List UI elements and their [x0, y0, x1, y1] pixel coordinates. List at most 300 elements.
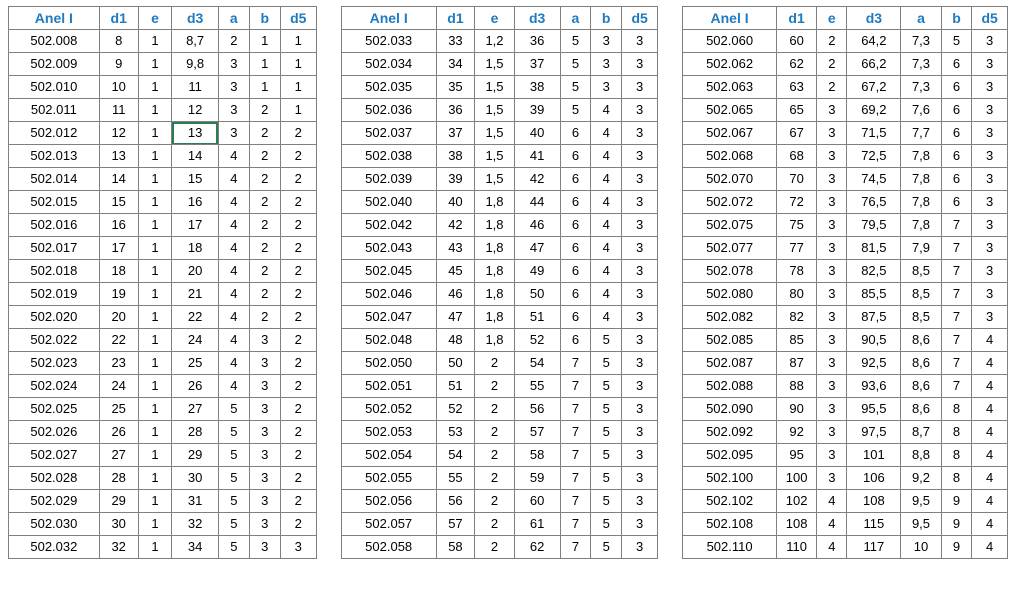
cell-d1[interactable]: 27 — [99, 444, 138, 467]
table-row[interactable] — [9, 214, 317, 237]
cell-d1[interactable]: 45 — [436, 260, 475, 283]
cell-e[interactable]: 3 — [817, 122, 847, 145]
cell-d3[interactable]: 55 — [514, 375, 560, 398]
cell-e[interactable]: 1,8 — [475, 214, 514, 237]
cell-anel[interactable]: 502.056 — [341, 490, 436, 513]
cell-anel[interactable]: 502.022 — [9, 329, 100, 352]
cell-a[interactable]: 7 — [560, 490, 591, 513]
cell-anel[interactable]: 502.025 — [9, 398, 100, 421]
cell-b[interactable]: 8 — [941, 467, 972, 490]
cell-d1[interactable]: 24 — [99, 375, 138, 398]
cell-a[interactable]: 4 — [218, 145, 249, 168]
cell-d3[interactable]: 16 — [172, 191, 219, 214]
cell-d1[interactable]: 35 — [436, 76, 475, 99]
cell-anel[interactable]: 502.027 — [9, 444, 100, 467]
cell-e[interactable]: 2 — [817, 53, 847, 76]
table-row[interactable] — [9, 306, 317, 329]
table-row[interactable] — [9, 99, 317, 122]
table-row[interactable] — [9, 375, 317, 398]
column-header-e[interactable]: e — [475, 7, 514, 30]
table-row[interactable] — [683, 421, 1008, 444]
cell-a[interactable]: 7 — [560, 421, 591, 444]
cell-e[interactable]: 1 — [138, 237, 172, 260]
cell-anel[interactable]: 502.051 — [341, 375, 436, 398]
cell-b[interactable]: 4 — [591, 122, 622, 145]
cell-anel[interactable]: 502.058 — [341, 536, 436, 559]
cell-d3[interactable]: 34 — [172, 536, 219, 559]
cell-d3[interactable]: 62 — [514, 536, 560, 559]
cell-d3[interactable]: 47 — [514, 237, 560, 260]
cell-b[interactable]: 4 — [591, 260, 622, 283]
cell-b[interactable]: 7 — [941, 283, 972, 306]
cell-d1[interactable]: 38 — [436, 145, 475, 168]
cell-b[interactable]: 3 — [249, 352, 280, 375]
cell-b[interactable]: 3 — [249, 536, 280, 559]
cell-b[interactable]: 5 — [591, 375, 622, 398]
cell-a[interactable]: 6 — [560, 260, 591, 283]
table-row[interactable] — [341, 490, 657, 513]
cell-d1[interactable]: 33 — [436, 30, 475, 53]
cell-d1[interactable]: 68 — [777, 145, 817, 168]
cell-e[interactable]: 1 — [138, 352, 172, 375]
cell-d3[interactable]: 36 — [514, 30, 560, 53]
cell-d1[interactable]: 16 — [99, 214, 138, 237]
cell-b[interactable]: 2 — [249, 260, 280, 283]
cell-anel[interactable]: 502.039 — [341, 168, 436, 191]
cell-d1[interactable]: 92 — [777, 421, 817, 444]
cell-a[interactable]: 7 — [560, 513, 591, 536]
cell-d3[interactable]: 58 — [514, 444, 560, 467]
cell-d5[interactable]: 3 — [972, 191, 1008, 214]
column-header-d5[interactable]: d5 — [622, 7, 658, 30]
cell-b[interactable]: 3 — [591, 53, 622, 76]
cell-a[interactable]: 7 — [560, 398, 591, 421]
cell-d5[interactable]: 3 — [622, 76, 658, 99]
cell-d3[interactable]: 67,2 — [847, 76, 901, 99]
cell-anel[interactable]: 502.017 — [9, 237, 100, 260]
cell-b[interactable]: 1 — [249, 76, 280, 99]
cell-anel[interactable]: 502.011 — [9, 99, 100, 122]
table-row[interactable] — [341, 536, 657, 559]
cell-anel[interactable]: 502.078 — [683, 260, 777, 283]
cell-d3[interactable]: 40 — [514, 122, 560, 145]
cell-d1[interactable]: 58 — [436, 536, 475, 559]
cell-a[interactable]: 7 — [560, 467, 591, 490]
cell-d5[interactable]: 3 — [622, 191, 658, 214]
cell-d3[interactable]: 29 — [172, 444, 219, 467]
cell-d3[interactable]: 51 — [514, 306, 560, 329]
cell-e[interactable]: 1 — [138, 444, 172, 467]
cell-anel[interactable]: 502.110 — [683, 536, 777, 559]
cell-e[interactable]: 3 — [817, 168, 847, 191]
cell-e[interactable]: 1 — [138, 490, 172, 513]
cell-d3[interactable]: 37 — [514, 53, 560, 76]
table-row[interactable] — [9, 260, 317, 283]
cell-d3[interactable]: 66,2 — [847, 53, 901, 76]
cell-anel[interactable]: 502.088 — [683, 375, 777, 398]
cell-d1[interactable]: 63 — [777, 76, 817, 99]
cell-e[interactable]: 1 — [138, 122, 172, 145]
cell-d1[interactable]: 80 — [777, 283, 817, 306]
table-row[interactable] — [9, 352, 317, 375]
cell-b[interactable]: 3 — [591, 76, 622, 99]
cell-d3[interactable]: 71,5 — [847, 122, 901, 145]
cell-anel[interactable]: 502.032 — [9, 536, 100, 559]
table-row[interactable] — [341, 444, 657, 467]
cell-anel[interactable]: 502.080 — [683, 283, 777, 306]
cell-e[interactable]: 1 — [138, 99, 172, 122]
cell-a[interactable]: 7 — [560, 352, 591, 375]
cell-d5[interactable]: 4 — [972, 398, 1008, 421]
table-row[interactable] — [341, 53, 657, 76]
cell-d5[interactable]: 1 — [280, 53, 316, 76]
cell-d1[interactable]: 46 — [436, 283, 475, 306]
table-row[interactable] — [9, 191, 317, 214]
cell-e[interactable]: 3 — [817, 329, 847, 352]
cell-b[interactable]: 5 — [591, 352, 622, 375]
cell-e[interactable]: 1 — [138, 53, 172, 76]
cell-e[interactable]: 1 — [138, 421, 172, 444]
cell-a[interactable]: 5 — [560, 53, 591, 76]
cell-d1[interactable]: 43 — [436, 237, 475, 260]
cell-d1[interactable]: 8 — [99, 30, 138, 53]
cell-anel[interactable]: 502.092 — [683, 421, 777, 444]
cell-d3[interactable]: 41 — [514, 145, 560, 168]
cell-a[interactable]: 5 — [560, 99, 591, 122]
cell-a[interactable]: 7,3 — [901, 76, 941, 99]
cell-d5[interactable]: 3 — [972, 145, 1008, 168]
cell-d1[interactable]: 82 — [777, 306, 817, 329]
column-header-d3[interactable]: d3 — [514, 7, 560, 30]
cell-a[interactable]: 7,8 — [901, 214, 941, 237]
cell-b[interactable]: 2 — [249, 168, 280, 191]
cell-d3[interactable]: 72,5 — [847, 145, 901, 168]
cell-e[interactable]: 4 — [817, 536, 847, 559]
cell-d3[interactable]: 76,5 — [847, 191, 901, 214]
cell-e[interactable]: 2 — [475, 421, 514, 444]
cell-d1[interactable]: 85 — [777, 329, 817, 352]
cell-a[interactable]: 7 — [560, 375, 591, 398]
cell-b[interactable]: 2 — [249, 191, 280, 214]
cell-anel[interactable]: 502.028 — [9, 467, 100, 490]
cell-a[interactable]: 6 — [560, 122, 591, 145]
cell-d1[interactable]: 48 — [436, 329, 475, 352]
cell-b[interactable]: 5 — [591, 421, 622, 444]
cell-d3[interactable]: 8,7 — [172, 30, 219, 53]
cell-d1[interactable]: 28 — [99, 467, 138, 490]
cell-d1[interactable]: 110 — [777, 536, 817, 559]
cell-e[interactable]: 1 — [138, 513, 172, 536]
table-row[interactable] — [9, 122, 317, 145]
cell-d1[interactable]: 25 — [99, 398, 138, 421]
cell-e[interactable]: 1 — [138, 168, 172, 191]
cell-e[interactable]: 1 — [138, 260, 172, 283]
cell-e[interactable]: 1 — [138, 283, 172, 306]
cell-anel[interactable]: 502.033 — [341, 30, 436, 53]
cell-a[interactable]: 2 — [218, 30, 249, 53]
cell-d3[interactable]: 81,5 — [847, 237, 901, 260]
cell-a[interactable]: 4 — [218, 329, 249, 352]
cell-a[interactable]: 8,6 — [901, 375, 941, 398]
cell-d3[interactable]: 101 — [847, 444, 901, 467]
cell-a[interactable]: 4 — [218, 306, 249, 329]
cell-anel[interactable]: 502.062 — [683, 53, 777, 76]
cell-d1[interactable]: 75 — [777, 214, 817, 237]
cell-e[interactable]: 2 — [475, 375, 514, 398]
cell-anel[interactable]: 502.055 — [341, 467, 436, 490]
column-header-d5[interactable]: d5 — [280, 7, 316, 30]
cell-b[interactable]: 6 — [941, 76, 972, 99]
cell-d1[interactable]: 9 — [99, 53, 138, 76]
cell-anel[interactable]: 502.035 — [341, 76, 436, 99]
table-row[interactable] — [683, 191, 1008, 214]
cell-d1[interactable]: 95 — [777, 444, 817, 467]
cell-e[interactable]: 3 — [817, 421, 847, 444]
cell-d1[interactable]: 32 — [99, 536, 138, 559]
cell-anel[interactable]: 502.047 — [341, 306, 436, 329]
table-row[interactable] — [341, 513, 657, 536]
column-header-e[interactable]: e — [817, 7, 847, 30]
cell-d1[interactable]: 90 — [777, 398, 817, 421]
cell-a[interactable]: 4 — [218, 191, 249, 214]
cell-d5[interactable]: 2 — [280, 145, 316, 168]
cell-e[interactable]: 3 — [817, 306, 847, 329]
table-row[interactable] — [683, 398, 1008, 421]
cell-d3[interactable]: 64,2 — [847, 30, 901, 53]
cell-d5[interactable]: 4 — [972, 513, 1008, 536]
cell-a[interactable]: 7,8 — [901, 145, 941, 168]
cell-anel[interactable]: 502.020 — [9, 306, 100, 329]
cell-d5[interactable]: 3 — [622, 398, 658, 421]
table-row[interactable] — [341, 329, 657, 352]
cell-d3[interactable]: 44 — [514, 191, 560, 214]
cell-anel[interactable]: 502.085 — [683, 329, 777, 352]
cell-d5[interactable]: 3 — [622, 375, 658, 398]
cell-d5[interactable]: 2 — [280, 329, 316, 352]
cell-b[interactable]: 5 — [591, 444, 622, 467]
cell-anel[interactable]: 502.042 — [341, 214, 436, 237]
cell-d5[interactable]: 4 — [972, 536, 1008, 559]
cell-d3[interactable]: 24 — [172, 329, 219, 352]
column-header-d3[interactable]: d3 — [847, 7, 901, 30]
cell-b[interactable]: 6 — [941, 53, 972, 76]
cell-d1[interactable]: 70 — [777, 168, 817, 191]
cell-d1[interactable]: 54 — [436, 444, 475, 467]
cell-b[interactable]: 2 — [249, 122, 280, 145]
cell-d3[interactable]: 54 — [514, 352, 560, 375]
cell-a[interactable]: 5 — [218, 490, 249, 513]
cell-e[interactable]: 1 — [138, 145, 172, 168]
cell-e[interactable]: 2 — [475, 513, 514, 536]
cell-d3[interactable]: 21 — [172, 283, 219, 306]
cell-e[interactable]: 1,8 — [475, 329, 514, 352]
cell-anel[interactable]: 502.057 — [341, 513, 436, 536]
table-row[interactable] — [683, 306, 1008, 329]
cell-e[interactable]: 3 — [817, 352, 847, 375]
table-row[interactable] — [9, 536, 317, 559]
cell-a[interactable]: 9,5 — [901, 513, 941, 536]
table-row[interactable] — [9, 398, 317, 421]
cell-d5[interactable]: 3 — [622, 536, 658, 559]
cell-b[interactable]: 5 — [591, 536, 622, 559]
cell-a[interactable]: 7 — [560, 536, 591, 559]
cell-e[interactable]: 2 — [475, 398, 514, 421]
cell-d1[interactable]: 40 — [436, 191, 475, 214]
cell-b[interactable]: 2 — [249, 306, 280, 329]
cell-a[interactable]: 7,3 — [901, 30, 941, 53]
cell-anel[interactable]: 502.023 — [9, 352, 100, 375]
cell-d5[interactable]: 3 — [622, 53, 658, 76]
cell-d3[interactable]: 108 — [847, 490, 901, 513]
cell-e[interactable]: 1 — [138, 214, 172, 237]
cell-anel[interactable]: 502.029 — [9, 490, 100, 513]
cell-d5[interactable]: 3 — [972, 260, 1008, 283]
cell-anel[interactable]: 502.030 — [9, 513, 100, 536]
cell-d5[interactable]: 3 — [972, 76, 1008, 99]
cell-a[interactable]: 9,5 — [901, 490, 941, 513]
cell-d1[interactable]: 19 — [99, 283, 138, 306]
cell-a[interactable]: 3 — [218, 53, 249, 76]
table-row[interactable] — [9, 283, 317, 306]
cell-b[interactable]: 4 — [591, 99, 622, 122]
cell-d5[interactable]: 3 — [622, 352, 658, 375]
table-row[interactable] — [683, 490, 1008, 513]
cell-d5[interactable]: 1 — [280, 76, 316, 99]
cell-d3[interactable]: 42 — [514, 168, 560, 191]
cell-d5[interactable]: 3 — [972, 53, 1008, 76]
cell-a[interactable]: 8,7 — [901, 421, 941, 444]
cell-e[interactable]: 2 — [817, 76, 847, 99]
column-header-d1[interactable]: d1 — [436, 7, 475, 30]
table-row[interactable] — [683, 237, 1008, 260]
cell-b[interactable]: 7 — [941, 329, 972, 352]
cell-e[interactable]: 1,5 — [475, 99, 514, 122]
cell-d3[interactable]: 97,5 — [847, 421, 901, 444]
cell-a[interactable]: 3 — [218, 99, 249, 122]
cell-e[interactable]: 2 — [817, 30, 847, 53]
cell-anel[interactable]: 502.026 — [9, 421, 100, 444]
cell-anel[interactable]: 502.070 — [683, 168, 777, 191]
cell-b[interactable]: 8 — [941, 398, 972, 421]
cell-d5[interactable]: 3 — [622, 168, 658, 191]
cell-a[interactable]: 5 — [560, 76, 591, 99]
cell-d5[interactable]: 3 — [622, 467, 658, 490]
cell-a[interactable]: 7,8 — [901, 168, 941, 191]
cell-a[interactable]: 6 — [560, 306, 591, 329]
cell-a[interactable]: 5 — [218, 398, 249, 421]
cell-d3[interactable]: 31 — [172, 490, 219, 513]
table-row[interactable] — [341, 352, 657, 375]
cell-d1[interactable]: 78 — [777, 260, 817, 283]
cell-e[interactable]: 2 — [475, 444, 514, 467]
cell-a[interactable]: 6 — [560, 145, 591, 168]
cell-d3[interactable]: 15 — [172, 168, 219, 191]
column-header-b[interactable]: b — [941, 7, 972, 30]
cell-anel[interactable]: 502.054 — [341, 444, 436, 467]
cell-e[interactable]: 3 — [817, 99, 847, 122]
cell-d5[interactable]: 4 — [972, 329, 1008, 352]
cell-d3[interactable]: 28 — [172, 421, 219, 444]
cell-d5[interactable]: 3 — [622, 421, 658, 444]
cell-d3[interactable]: 46 — [514, 214, 560, 237]
cell-b[interactable]: 6 — [941, 122, 972, 145]
cell-d5[interactable]: 2 — [280, 306, 316, 329]
cell-e[interactable]: 1,2 — [475, 30, 514, 53]
column-header-anel[interactable]: Anel I — [341, 7, 436, 30]
cell-d3[interactable]: 60 — [514, 490, 560, 513]
cell-d1[interactable]: 20 — [99, 306, 138, 329]
cell-b[interactable]: 5 — [591, 513, 622, 536]
cell-d5[interactable]: 3 — [972, 168, 1008, 191]
cell-a[interactable]: 5 — [218, 421, 249, 444]
table-row[interactable] — [683, 352, 1008, 375]
cell-e[interactable]: 1,8 — [475, 260, 514, 283]
cell-e[interactable]: 3 — [817, 398, 847, 421]
cell-e[interactable]: 1 — [138, 191, 172, 214]
cell-b[interactable]: 3 — [591, 30, 622, 53]
cell-anel[interactable]: 502.040 — [341, 191, 436, 214]
cell-d3[interactable]: 39 — [514, 99, 560, 122]
cell-d1[interactable]: 30 — [99, 513, 138, 536]
cell-e[interactable]: 3 — [817, 444, 847, 467]
cell-d3[interactable]: 22 — [172, 306, 219, 329]
cell-b[interactable]: 4 — [591, 237, 622, 260]
cell-b[interactable]: 2 — [249, 145, 280, 168]
cell-a[interactable]: 4 — [218, 283, 249, 306]
table-row[interactable] — [9, 467, 317, 490]
cell-anel[interactable]: 502.014 — [9, 168, 100, 191]
cell-d1[interactable]: 67 — [777, 122, 817, 145]
cell-a[interactable]: 5 — [218, 467, 249, 490]
cell-e[interactable]: 3 — [817, 375, 847, 398]
cell-a[interactable]: 3 — [218, 122, 249, 145]
table-row[interactable] — [683, 329, 1008, 352]
cell-b[interactable]: 3 — [249, 490, 280, 513]
cell-d5[interactable]: 2 — [280, 421, 316, 444]
cell-d3[interactable]: 52 — [514, 329, 560, 352]
cell-a[interactable]: 4 — [218, 168, 249, 191]
cell-d1[interactable]: 11 — [99, 99, 138, 122]
cell-d5[interactable]: 2 — [280, 467, 316, 490]
cell-a[interactable]: 6 — [560, 329, 591, 352]
cell-b[interactable]: 6 — [941, 191, 972, 214]
cell-d3[interactable]: 32 — [172, 513, 219, 536]
cell-d3[interactable]: 74,5 — [847, 168, 901, 191]
cell-anel[interactable]: 502.024 — [9, 375, 100, 398]
cell-d1[interactable]: 12 — [99, 122, 138, 145]
cell-b[interactable]: 3 — [249, 444, 280, 467]
cell-anel[interactable]: 502.095 — [683, 444, 777, 467]
table-row[interactable] — [341, 122, 657, 145]
table-row[interactable] — [9, 145, 317, 168]
cell-d5[interactable]: 4 — [972, 375, 1008, 398]
cell-d1[interactable]: 13 — [99, 145, 138, 168]
cell-d5[interactable]: 3 — [622, 513, 658, 536]
cell-anel[interactable]: 502.016 — [9, 214, 100, 237]
cell-d3[interactable]: 9,8 — [172, 53, 219, 76]
cell-e[interactable]: 1 — [138, 398, 172, 421]
cell-anel[interactable]: 502.009 — [9, 53, 100, 76]
cell-anel[interactable]: 502.087 — [683, 352, 777, 375]
cell-a[interactable]: 8,6 — [901, 329, 941, 352]
cell-d5[interactable]: 2 — [280, 260, 316, 283]
table-row[interactable] — [683, 145, 1008, 168]
cell-d5[interactable]: 3 — [622, 260, 658, 283]
cell-d1[interactable]: 47 — [436, 306, 475, 329]
cell-b[interactable]: 2 — [249, 237, 280, 260]
cell-e[interactable]: 1,5 — [475, 145, 514, 168]
cell-d3[interactable]: 79,5 — [847, 214, 901, 237]
